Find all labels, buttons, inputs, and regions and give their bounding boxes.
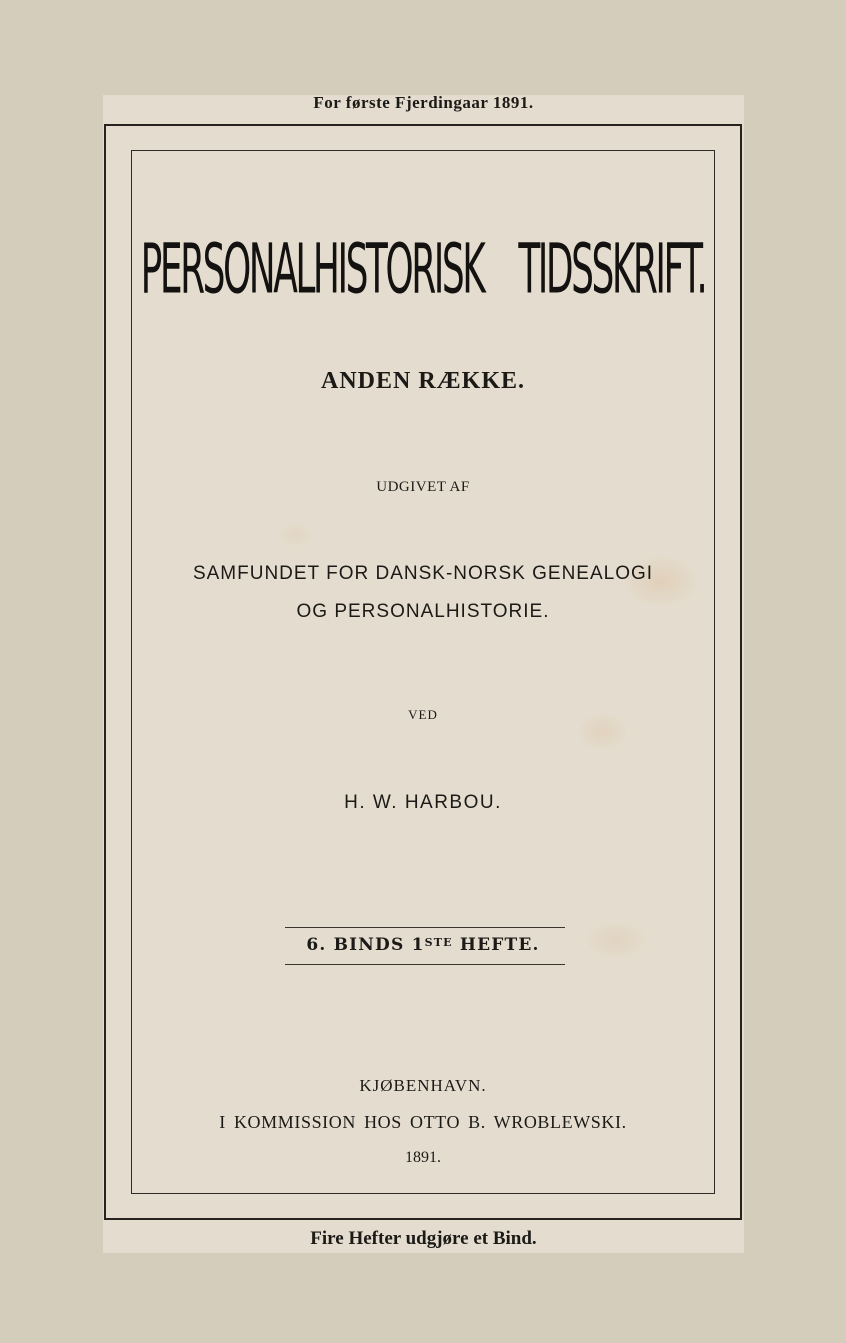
society-name-line-2: OG PERSONALHISTORIE. (296, 601, 550, 622)
by-line: VED (408, 707, 438, 722)
outer-frame (104, 124, 742, 1220)
issue-superscript: STE (424, 936, 453, 949)
series-line: ANDEN RÆKKE. (320, 368, 525, 394)
header-note: For første Fjerdingaar 1891. (313, 93, 534, 112)
imprint-year: 1891. (405, 1149, 441, 1166)
issue-line (132, 935, 714, 955)
imprint-city: KJØBENHAVN. (359, 1076, 487, 1095)
issue-rule-top (285, 927, 565, 928)
issue-number: 6. BINDS 1 (306, 935, 425, 955)
inner-frame (131, 150, 715, 1194)
title-page (103, 95, 744, 1253)
society-name-line-1: SAMFUNDET FOR DANSK-NORSK GENEALOGI (192, 563, 654, 584)
issue-suffix: HEFTE. (452, 935, 540, 955)
issue-rule-bottom (285, 964, 565, 965)
footer-note: Fire Hefter udgjøre et Bind. (310, 1228, 537, 1249)
journal-title: PERSONALHISTORISK TIDSSKRIFT. (140, 228, 706, 309)
editor-name: H. W. HARBOU. (344, 792, 502, 813)
imprint-commission: I KOMMISSION HOS OTTO B. WROBLEWSKI. (219, 1112, 627, 1132)
published-by-line: UDGIVET AF (376, 479, 470, 495)
